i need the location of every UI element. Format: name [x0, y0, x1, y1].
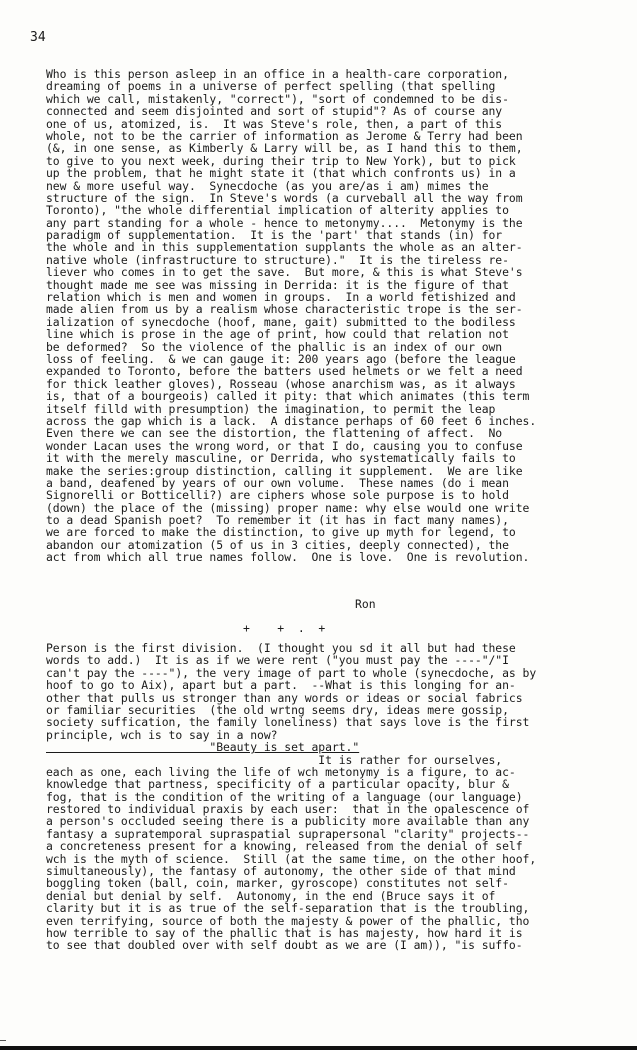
text-line: or familiar securities (the old wrtng seems dry, ideas mere gossip,: [46, 702, 509, 717]
text-line: a band, deafened by years of our own volume. These names (do i mean: [46, 475, 509, 490]
text-line: fantasy a supratemporal supraspatial suprapersonal "clarity" projects--: [46, 826, 530, 841]
text-line: is, that of a bourgeois) called it pity: that which animates (this term: [46, 389, 530, 404]
text-line: act from which all true names follow. One is love. One is revolution.: [46, 550, 530, 565]
text-line: wonder Lacan uses the wrong word, or that I do, causing you to confuse: [46, 438, 523, 453]
page-number: 34: [30, 30, 46, 45]
text-line: even terrifying, source of both the majesty & power of the phallic, tho: [46, 913, 530, 928]
text-line: (down) the place of the (missing) proper name: why else would one write: [46, 500, 530, 515]
text-line: words to add.) It is as if we were rent ("you must pay the ----"/"I: [46, 653, 509, 668]
text-line: how terrible to say of the phallic that is has majesty, how hard it is: [46, 925, 523, 940]
text-line: the whole and in this supplementation supplants the whole as an alter-: [46, 240, 523, 255]
text-line: can't pay the ----"), the very image of part to whole (synecdoche, as by: [46, 665, 537, 680]
text-line: for thick leather gloves), Rosseau (whose anarchism was, as it always: [46, 376, 516, 391]
text-line: which we call, mistakenly, "correct"), "sort of condemned to be dis-: [46, 91, 509, 106]
text-line: society suffication, the family loneliness) that says love is the first: [46, 715, 530, 730]
text-line: across the gap which is a lack. A distance perhaps of 60 feet 6 inches.: [46, 413, 537, 428]
text-line: expanded to Toronto, before the batters used helmets or we felt a need: [46, 364, 523, 379]
text-line: Signorelli or Botticelli?) are ciphers whose sole purpose is to hold: [46, 488, 509, 503]
author-signature: Ron: [355, 597, 376, 611]
paragraph-two: [46, 642, 631, 952]
text-line: hoof to go to Aix), apart but a part. --What is this longing for an-: [46, 678, 516, 693]
text-line: any part standing for a whole - hence to metonymy.... Metonymy is the: [46, 215, 523, 230]
text-line: (&, in one sense, as Kimberly & Larry will be, as I hand this to them,: [46, 141, 523, 156]
text-line: paradigm of supplementation. It is the 'part' that stands (in) for: [46, 228, 503, 243]
text-line: each as one, each living the life of wch metonymy is a figure, to ac-: [46, 764, 516, 779]
text-line: one of us, atomized, is. It was Steve's role, then, a part of this: [46, 116, 503, 131]
text-line: connected and seem disjointed and sort of stupid"? As of course any: [46, 104, 503, 119]
text-line: boggling token (ball, coin, marker, gyroscope) constitutes not self-: [46, 876, 509, 891]
text-line: we are forced to make the distinction, to give up myth for legend, to: [46, 525, 516, 540]
text-line: Who is this person asleep in an office in a health-care corporation,: [46, 67, 509, 81]
text-line: wch is the myth of science. Still (at the same time, on the other hoof,: [46, 851, 537, 866]
text-line: restored to individual praxis by each user: that in the opalescence of: [46, 802, 530, 817]
text-line: It is rather for ourselves,: [46, 752, 503, 767]
text-line: made alien from us by a realism whose characteristic trope is the ser-: [46, 302, 523, 317]
text-line: be deformed? So the violence of the phallic is an index of our own: [46, 339, 503, 354]
text-line: itself filld with presumption) the imagination, to permit the leap: [46, 401, 496, 416]
text-line: other that pulls us stronger than any words or ideas or social fabrics: [46, 690, 523, 705]
text-line: native whole (infrastructure to structure)." It is the tireless re-: [46, 252, 509, 267]
text-line: simultaneously), the fantasy of autonomy, the other side of that mind: [46, 864, 516, 879]
text-line: a concreteness present for a knowing, released from the denial of self: [46, 839, 523, 854]
text-line: whole, not to be the carrier of information as Jerome & Terry had been: [46, 128, 523, 143]
text-line: make the series:group distinction, calling it supplement. We are like: [46, 463, 523, 478]
text-line: Even there we can see the distortion, the flattening of affect. No: [46, 426, 503, 441]
text-line: Person is the first division. (I thought you sd it all but had these: [46, 641, 516, 655]
text-line: relation which is men and women in groups. In a world fetishized and: [46, 290, 516, 305]
text-line: new & more useful way. Synecdoche (as you are/as i am) mimes the: [46, 178, 489, 193]
text-line: structure of the sign. In Steve's words (a curveball all the way from: [46, 190, 523, 205]
text-line: up the problem, that he might state it (that which confronts us) in a: [46, 166, 516, 181]
text-line: to see that doubled over with self doubt as we are (I am)), "is suffo-: [46, 938, 523, 953]
text-line: thought made me see was missing in Derrida: it is the figure of that: [46, 277, 509, 292]
text-line: principle, wch is to say in a now?: [46, 727, 278, 742]
text-line: abandon our atomization (5 of us in 3 cities, deeply connected), the: [46, 537, 509, 552]
text-line: fog, that is the condition of the writing of a language (our language): [46, 789, 523, 804]
page-bottom-edge: [0, 1046, 637, 1050]
text-line: liever who comes in to get the save. But more, & this is what Steve's: [46, 265, 523, 280]
text-line: to a dead Spanish poet? To remember it (it has in fact many names),: [46, 513, 509, 528]
text-line: clarity but it is as true of the self-separation that is the troubling,: [46, 901, 530, 916]
text-line: dreaming of poems in a universe of perfect spelling (that spelling: [46, 79, 496, 94]
text-line: line which is prose in the age of print, how could that relation not: [46, 327, 509, 342]
text-line: a person's occluded seeing there is a publicity more available than any: [46, 814, 530, 829]
text-line: it with the merely masculine, or Derrida, who systematically fails to: [46, 451, 516, 466]
text-line: denial but denial by self. Autonomy, in the end (Bruce says it of: [46, 888, 496, 903]
section-divider: + + . +: [243, 621, 326, 635]
text-line: to give to you next week, during their trip to New York), but to pick: [46, 153, 516, 168]
text-line: loss of feeling. & we can gauge it: 200 years ago (before the league: [46, 351, 516, 366]
text-line: ialization of synecdoche (hoof, mane, gait) submitted to the bodiless: [46, 314, 516, 329]
quote-line: "Beauty is set apart.": [46, 740, 360, 755]
text-line: knowledge that partness, specificity of a particular opacity, blur &: [46, 777, 509, 792]
text-line: Toronto), "the whole differential implication of alterity applies to: [46, 203, 509, 218]
paragraph-one: [46, 68, 631, 564]
margin-mark: [0, 1040, 6, 1041]
